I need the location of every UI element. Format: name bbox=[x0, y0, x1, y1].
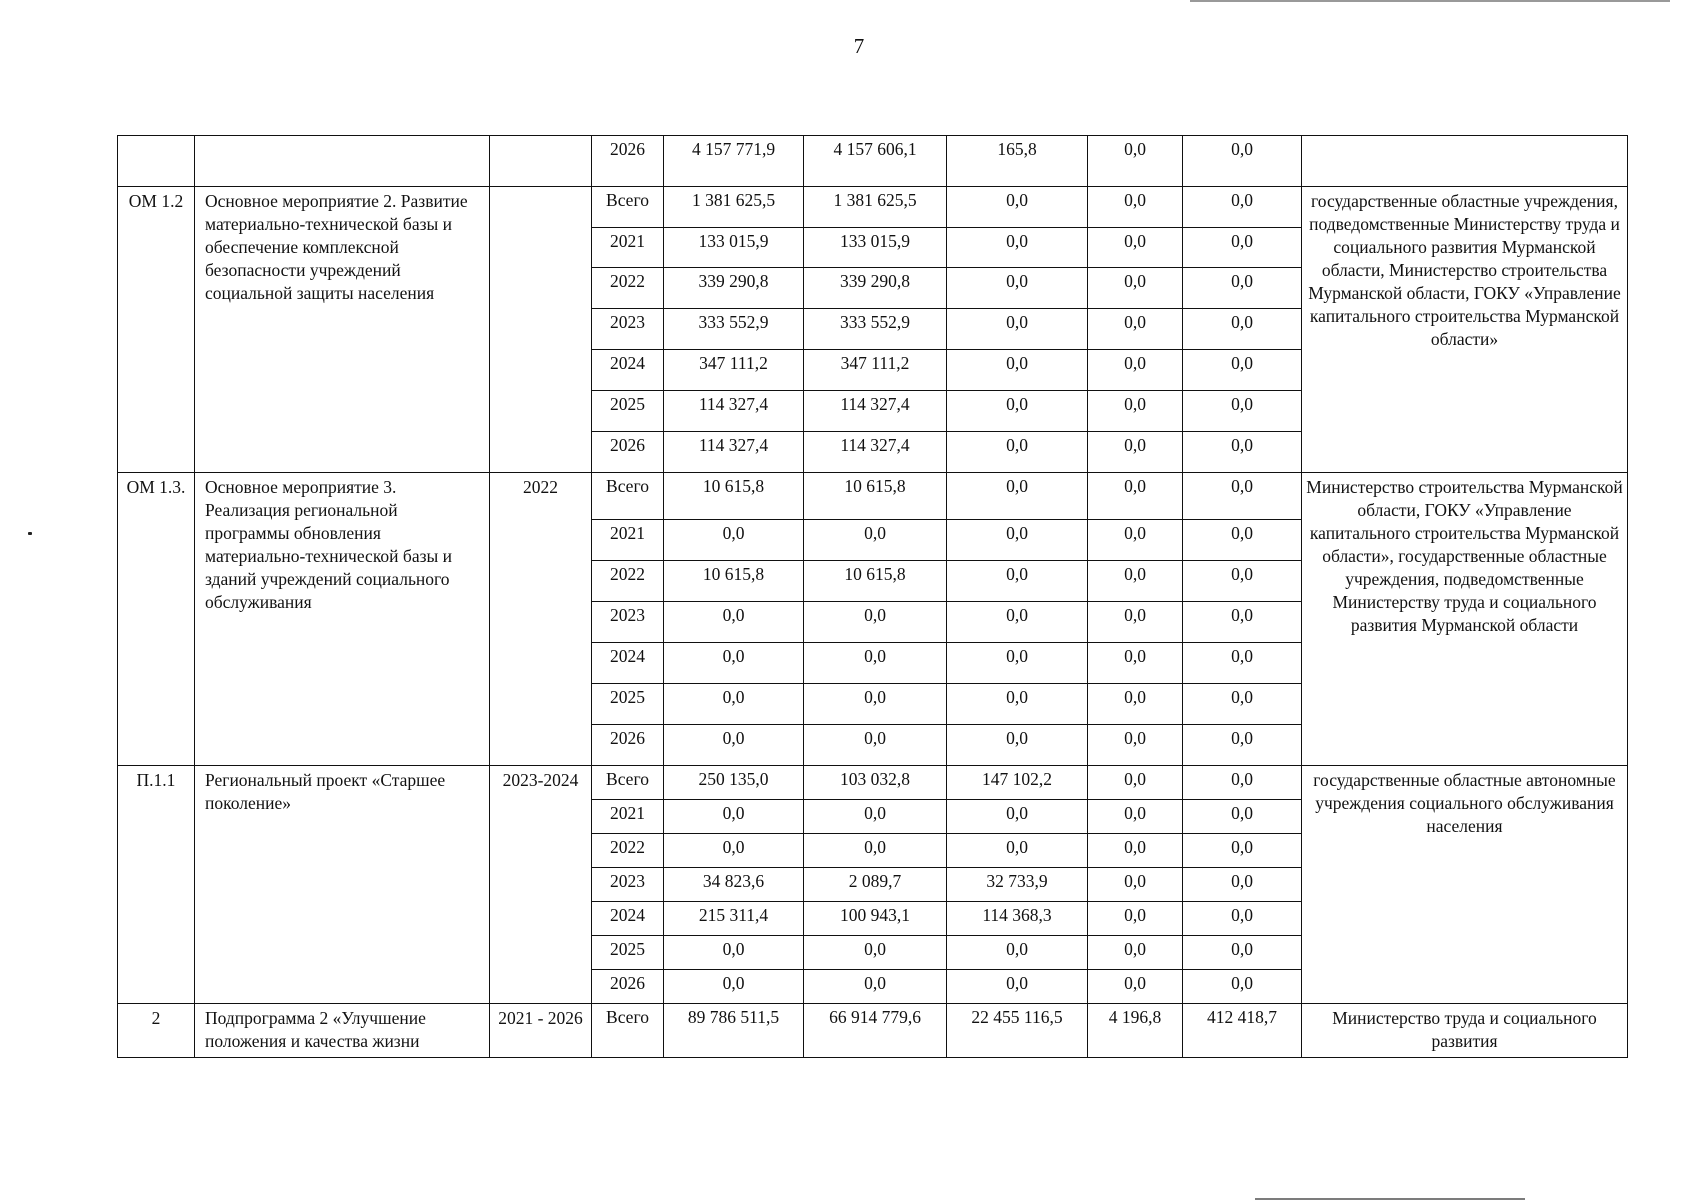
value-local-budget: 0,0 bbox=[1088, 432, 1183, 473]
value-federal-budget: 0,0 bbox=[947, 970, 1088, 1004]
measure-name: Региональный проект «Старшее поколение» bbox=[195, 766, 490, 1004]
year-cell: 2023 bbox=[592, 868, 664, 902]
year-cell: 2022 bbox=[592, 834, 664, 868]
value-other-sources: 0,0 bbox=[1183, 602, 1302, 643]
value-local-budget: 0,0 bbox=[1088, 643, 1183, 684]
value-local-budget: 0,0 bbox=[1088, 309, 1183, 350]
year-cell: 2025 bbox=[592, 684, 664, 725]
value-other-sources: 0,0 bbox=[1183, 432, 1302, 473]
value-other-sources: 0,0 bbox=[1183, 473, 1302, 520]
value-regional-budget: 66 914 779,6 bbox=[804, 1004, 947, 1058]
year-cell: 2021 bbox=[592, 800, 664, 834]
value-other-sources: 0,0 bbox=[1183, 520, 1302, 561]
value-federal-budget: 0,0 bbox=[947, 725, 1088, 766]
value-other-sources: 0,0 bbox=[1183, 391, 1302, 432]
value-local-budget: 0,0 bbox=[1088, 936, 1183, 970]
value-total: 34 823,6 bbox=[664, 868, 804, 902]
year-cell: 2021 bbox=[592, 228, 664, 268]
value-total: 0,0 bbox=[664, 800, 804, 834]
value-regional-budget: 114 327,4 bbox=[804, 432, 947, 473]
value-federal-budget: 0,0 bbox=[947, 268, 1088, 309]
value-federal-budget: 0,0 bbox=[947, 391, 1088, 432]
value-federal-budget: 0,0 bbox=[947, 350, 1088, 391]
row-code: ОМ 1.2 bbox=[118, 187, 195, 473]
table-body bbox=[118, 136, 1628, 1058]
value-federal-budget: 0,0 bbox=[947, 602, 1088, 643]
value-total: 133 015,9 bbox=[664, 228, 804, 268]
value-total: 114 327,4 bbox=[664, 432, 804, 473]
value-regional-budget: 1 381 625,5 bbox=[804, 187, 947, 228]
year-cell: 2026 bbox=[592, 970, 664, 1004]
value-local-budget: 0,0 bbox=[1088, 473, 1183, 520]
value-regional-budget: 10 615,8 bbox=[804, 561, 947, 602]
value-regional-budget: 0,0 bbox=[804, 520, 947, 561]
period: 2022 bbox=[490, 473, 592, 766]
period bbox=[490, 187, 592, 473]
value-total: 0,0 bbox=[664, 834, 804, 868]
value-total: 10 615,8 bbox=[664, 561, 804, 602]
year-cell: 2026 bbox=[592, 725, 664, 766]
value-local-budget: 0,0 bbox=[1088, 391, 1183, 432]
value-other-sources: 0,0 bbox=[1183, 684, 1302, 725]
value-local-budget: 0,0 bbox=[1088, 902, 1183, 936]
value-other-sources: 0,0 bbox=[1183, 970, 1302, 1004]
period: 2023-2024 bbox=[490, 766, 592, 1004]
value-regional-budget: 339 290,8 bbox=[804, 268, 947, 309]
value-total: 215 311,4 bbox=[664, 902, 804, 936]
value-local-budget: 0,0 bbox=[1088, 187, 1183, 228]
value-federal-budget: 0,0 bbox=[947, 187, 1088, 228]
year-cell: Всего bbox=[592, 187, 664, 228]
value-regional-budget: 0,0 bbox=[804, 725, 947, 766]
value-other-sources: 0,0 bbox=[1183, 800, 1302, 834]
value-total: 1 381 625,5 bbox=[664, 187, 804, 228]
value-regional-budget: 2 089,7 bbox=[804, 868, 947, 902]
value-local-budget: 0,0 bbox=[1088, 868, 1183, 902]
value-federal-budget: 0,0 bbox=[947, 834, 1088, 868]
executor: государственные областные учреждения, подведомственные Министерству труда и социального развития Мурманской области, Министерство строительства Мурманской области, ГОКУ «Управление капитального строительства Мурманской области» bbox=[1302, 187, 1628, 473]
value-total: 0,0 bbox=[664, 643, 804, 684]
measure-name: Основное мероприятие 3. Реализация региональной программы обновления материально-технической базы и зданий учреждений социального обслуживания bbox=[195, 473, 490, 766]
table-row bbox=[118, 473, 1628, 520]
scan-edge-line bbox=[1190, 0, 1670, 2]
value-total: 250 135,0 bbox=[664, 766, 804, 800]
value-regional-budget: 100 943,1 bbox=[804, 902, 947, 936]
executor: Министерство строительства Мурманской области, ГОКУ «Управление капитального строительства Мурманской области», государственные областные учреждения, подведомственные Министерству труда и социального развития Мурманской области bbox=[1302, 473, 1628, 766]
value-other-sources: 0,0 bbox=[1183, 902, 1302, 936]
value-federal-budget: 0,0 bbox=[947, 309, 1088, 350]
year-cell: 2021 bbox=[592, 520, 664, 561]
measure-name bbox=[195, 136, 490, 187]
value-regional-budget: 0,0 bbox=[804, 643, 947, 684]
value-total: 89 786 511,5 bbox=[664, 1004, 804, 1058]
value-regional-budget: 333 552,9 bbox=[804, 309, 947, 350]
executor: государственные областные автономные учреждения социального обслуживания населения bbox=[1302, 766, 1628, 1004]
table-row bbox=[118, 187, 1628, 228]
value-total: 0,0 bbox=[664, 684, 804, 725]
value-total: 4 157 771,9 bbox=[664, 136, 804, 187]
value-regional-budget: 10 615,8 bbox=[804, 473, 947, 520]
value-other-sources: 0,0 bbox=[1183, 350, 1302, 391]
value-federal-budget: 32 733,9 bbox=[947, 868, 1088, 902]
value-local-budget: 0,0 bbox=[1088, 136, 1183, 187]
value-local-budget: 0,0 bbox=[1088, 834, 1183, 868]
value-federal-budget: 0,0 bbox=[947, 800, 1088, 834]
row-code: 2 bbox=[118, 1004, 195, 1058]
value-total: 333 552,9 bbox=[664, 309, 804, 350]
value-local-budget: 0,0 bbox=[1088, 725, 1183, 766]
year-cell: 2022 bbox=[592, 268, 664, 309]
year-cell: 2026 bbox=[592, 432, 664, 473]
value-federal-budget: 0,0 bbox=[947, 684, 1088, 725]
year-cell: 2025 bbox=[592, 391, 664, 432]
value-local-budget: 0,0 bbox=[1088, 970, 1183, 1004]
value-other-sources: 0,0 bbox=[1183, 309, 1302, 350]
value-other-sources: 0,0 bbox=[1183, 228, 1302, 268]
value-federal-budget: 0,0 bbox=[947, 432, 1088, 473]
value-other-sources: 0,0 bbox=[1183, 868, 1302, 902]
value-local-budget: 0,0 bbox=[1088, 800, 1183, 834]
year-cell: 2024 bbox=[592, 350, 664, 391]
value-regional-budget: 4 157 606,1 bbox=[804, 136, 947, 187]
value-regional-budget: 0,0 bbox=[804, 970, 947, 1004]
executor: Министерство труда и социального развития bbox=[1302, 1004, 1628, 1058]
value-regional-budget: 0,0 bbox=[804, 834, 947, 868]
value-federal-budget: 0,0 bbox=[947, 936, 1088, 970]
value-total: 0,0 bbox=[664, 970, 804, 1004]
value-regional-budget: 0,0 bbox=[804, 800, 947, 834]
table-row bbox=[118, 1004, 1628, 1058]
year-cell: 2025 bbox=[592, 936, 664, 970]
measure-name: Основное мероприятие 2. Развитие материально-технической базы и обеспечение комплексной безопасности учреждений социальной защиты населения bbox=[195, 187, 490, 473]
value-total: 0,0 bbox=[664, 520, 804, 561]
period: 2021 - 2026 bbox=[490, 1004, 592, 1058]
value-local-budget: 0,0 bbox=[1088, 268, 1183, 309]
year-cell: 2023 bbox=[592, 602, 664, 643]
year-cell: Всего bbox=[592, 1004, 664, 1058]
value-total: 10 615,8 bbox=[664, 473, 804, 520]
year-cell: 2022 bbox=[592, 561, 664, 602]
value-total: 0,0 bbox=[664, 602, 804, 643]
value-regional-budget: 0,0 bbox=[804, 936, 947, 970]
value-regional-budget: 0,0 bbox=[804, 684, 947, 725]
value-regional-budget: 347 111,2 bbox=[804, 350, 947, 391]
value-regional-budget: 0,0 bbox=[804, 602, 947, 643]
table-row bbox=[118, 766, 1628, 800]
value-total: 0,0 bbox=[664, 936, 804, 970]
value-local-budget: 0,0 bbox=[1088, 602, 1183, 643]
value-other-sources: 0,0 bbox=[1183, 936, 1302, 970]
value-other-sources: 0,0 bbox=[1183, 136, 1302, 187]
year-cell: 2024 bbox=[592, 902, 664, 936]
page-number: 7 bbox=[853, 34, 865, 58]
value-regional-budget: 133 015,9 bbox=[804, 228, 947, 268]
value-federal-budget: 147 102,2 bbox=[947, 766, 1088, 800]
year-cell: Всего bbox=[592, 766, 664, 800]
value-federal-budget: 0,0 bbox=[947, 473, 1088, 520]
value-total: 347 111,2 bbox=[664, 350, 804, 391]
scan-speck bbox=[28, 532, 32, 535]
executor bbox=[1302, 136, 1628, 187]
program-funding-table bbox=[117, 135, 1628, 1058]
value-local-budget: 0,0 bbox=[1088, 350, 1183, 391]
value-federal-budget: 22 455 116,5 bbox=[947, 1004, 1088, 1058]
value-federal-budget: 0,0 bbox=[947, 643, 1088, 684]
value-other-sources: 0,0 bbox=[1183, 834, 1302, 868]
year-cell: Всего bbox=[592, 473, 664, 520]
value-total: 0,0 bbox=[664, 725, 804, 766]
year-cell: 2024 bbox=[592, 643, 664, 684]
value-other-sources: 412 418,7 bbox=[1183, 1004, 1302, 1058]
period bbox=[490, 136, 592, 187]
measure-name: Подпрограмма 2 «Улучшение положения и качества жизни bbox=[195, 1004, 490, 1058]
value-federal-budget: 114 368,3 bbox=[947, 902, 1088, 936]
row-code: ОМ 1.3. bbox=[118, 473, 195, 766]
table-row bbox=[118, 136, 1628, 187]
row-code bbox=[118, 136, 195, 187]
value-local-budget: 0,0 bbox=[1088, 561, 1183, 602]
value-federal-budget: 0,0 bbox=[947, 561, 1088, 602]
value-federal-budget: 0,0 bbox=[947, 520, 1088, 561]
year-cell: 2026 bbox=[592, 136, 664, 187]
value-local-budget: 0,0 bbox=[1088, 684, 1183, 725]
value-other-sources: 0,0 bbox=[1183, 268, 1302, 309]
value-other-sources: 0,0 bbox=[1183, 766, 1302, 800]
value-regional-budget: 103 032,8 bbox=[804, 766, 947, 800]
value-local-budget: 0,0 bbox=[1088, 520, 1183, 561]
value-local-budget: 0,0 bbox=[1088, 766, 1183, 800]
year-cell: 2023 bbox=[592, 309, 664, 350]
value-total: 339 290,8 bbox=[664, 268, 804, 309]
value-total: 114 327,4 bbox=[664, 391, 804, 432]
value-other-sources: 0,0 bbox=[1183, 725, 1302, 766]
value-other-sources: 0,0 bbox=[1183, 643, 1302, 684]
value-local-budget: 4 196,8 bbox=[1088, 1004, 1183, 1058]
row-code: П.1.1 bbox=[118, 766, 195, 1004]
value-local-budget: 0,0 bbox=[1088, 228, 1183, 268]
value-federal-budget: 165,8 bbox=[947, 136, 1088, 187]
value-other-sources: 0,0 bbox=[1183, 561, 1302, 602]
value-federal-budget: 0,0 bbox=[947, 228, 1088, 268]
value-regional-budget: 114 327,4 bbox=[804, 391, 947, 432]
value-other-sources: 0,0 bbox=[1183, 187, 1302, 228]
